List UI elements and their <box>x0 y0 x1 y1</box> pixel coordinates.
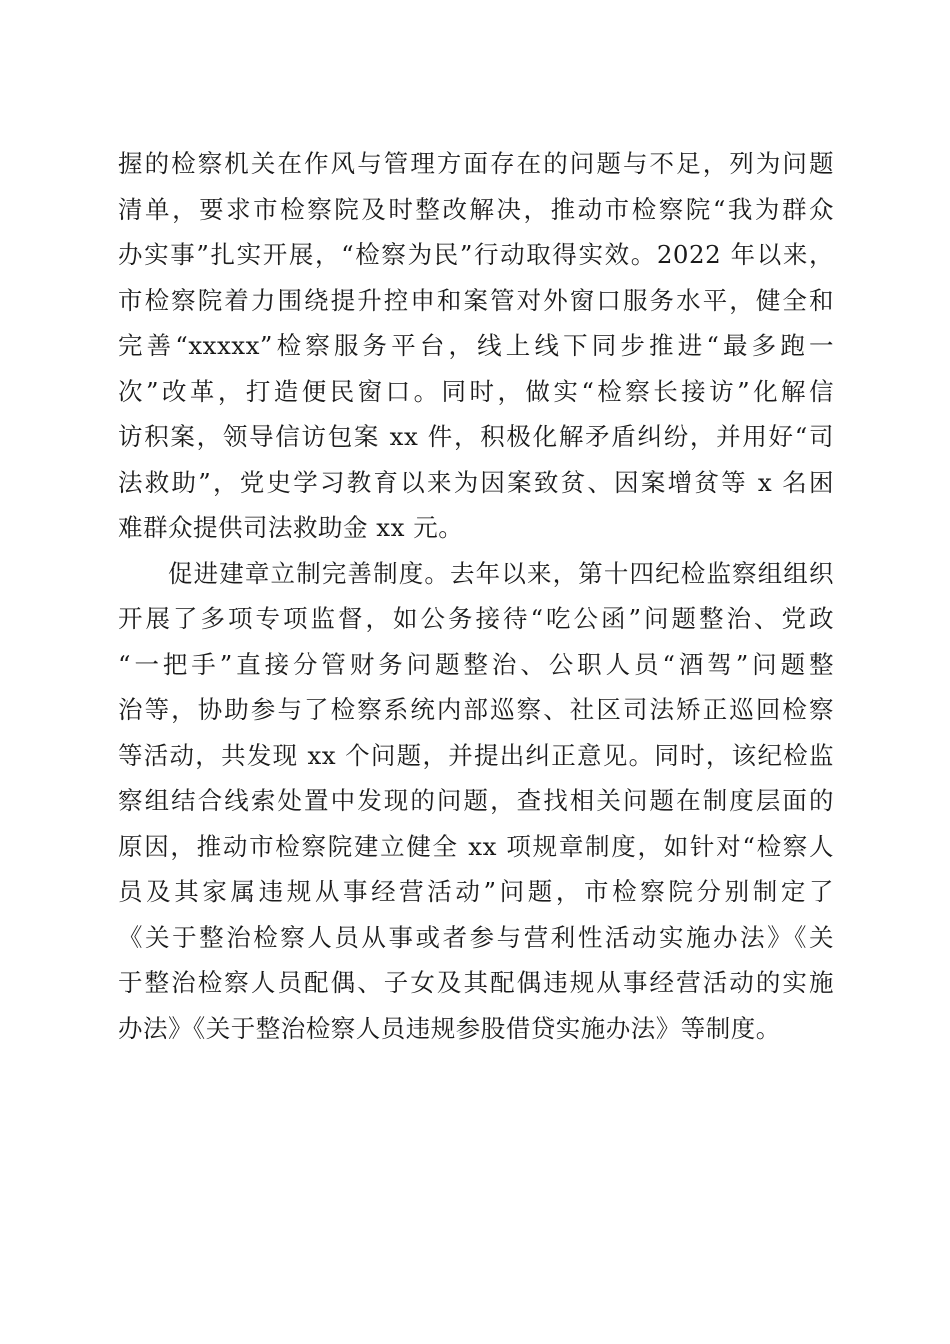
text-line: 促进建章立制完善制度。去年以来，第十四纪检监察组组织 <box>168 558 834 588</box>
text-line: 察组结合线索处置中发现的问题，查找相关问题在制度层面的 <box>118 786 834 815</box>
text-line: 员及其家属违规从事经营活动”问题，市检察院分别制定了 <box>118 877 834 906</box>
paragraph <box>118 141 834 551</box>
text-line: 难群众提供司法救助金 xx 元。 <box>118 513 464 542</box>
text-line: 于整治检察人员配偶、子女及其配偶违规从事经营活动的实施 <box>118 968 834 997</box>
text-line: 治等，协助参与了检察系统内部巡察、社区司法矫正巡回检察 <box>118 695 834 724</box>
paragraph <box>118 551 834 1052</box>
text-line: 完善“xxxxx”检察服务平台，线上线下同步推进“最多跑一 <box>118 331 834 360</box>
text-line: 《关于整治检察人员从事或者参与营利性活动实施办法》《关 <box>118 922 834 952</box>
text-line: 清单，要求市检察院及时整改解决，推动市检察院“我为群众 <box>118 194 834 224</box>
text-line: 握的检察机关在作风与管理方面存在的问题与不足，列为问题 <box>118 149 834 178</box>
text-line: “一把手”直接分管财务问题整治、公职人员“酒驾”问题整 <box>118 649 834 679</box>
text-line: 办实事”扎实开展，“检察为民”行动取得实效。2022 年以来， <box>118 240 834 269</box>
text-line: 原因，推动市检察院建立健全 xx 项规章制度，如针对“检察人 <box>118 831 834 861</box>
text-line: 法救助”，党史学习教育以来为因案致贫、因案增贫等 x 名困 <box>118 467 834 497</box>
text-line: 市检察院着力围绕提升控申和案管对外窗口服务水平，健全和 <box>118 285 834 315</box>
document-body <box>118 141 834 1051</box>
text-line: 次”改革，打造便民窗口。同时，做实“检察长接访”化解信 <box>118 376 834 406</box>
text-line: 访积案，领导信访包案 xx 件，积极化解矛盾纠纷，并用好“司 <box>118 422 834 451</box>
text-line: 等活动，共发现 xx 个问题，并提出纠正意见。同时，该纪检监 <box>118 740 834 770</box>
text-line: 办法》《关于整治检察人员违规参股借贷实施办法》等制度。 <box>118 1013 781 1043</box>
text-line: 开展了多项专项监督，如公务接待“吃公函”问题整治、党政 <box>118 604 834 633</box>
